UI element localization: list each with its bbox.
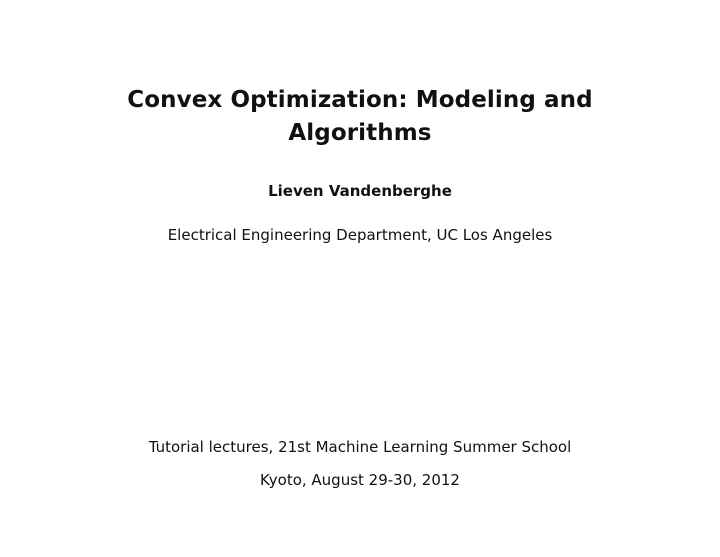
event-date-location: Kyoto, August 29-30, 2012 bbox=[260, 471, 460, 489]
event-description: Tutorial lectures, 21st Machine Learning Summer School bbox=[148, 438, 572, 456]
author-affiliation: Electrical Engineering Department, UC Los Angeles bbox=[167, 226, 553, 244]
author-name: Lieven Vandenberghe bbox=[268, 182, 452, 200]
slide-title: Convex Optimization: Modeling and Algorithms bbox=[127, 87, 593, 146]
